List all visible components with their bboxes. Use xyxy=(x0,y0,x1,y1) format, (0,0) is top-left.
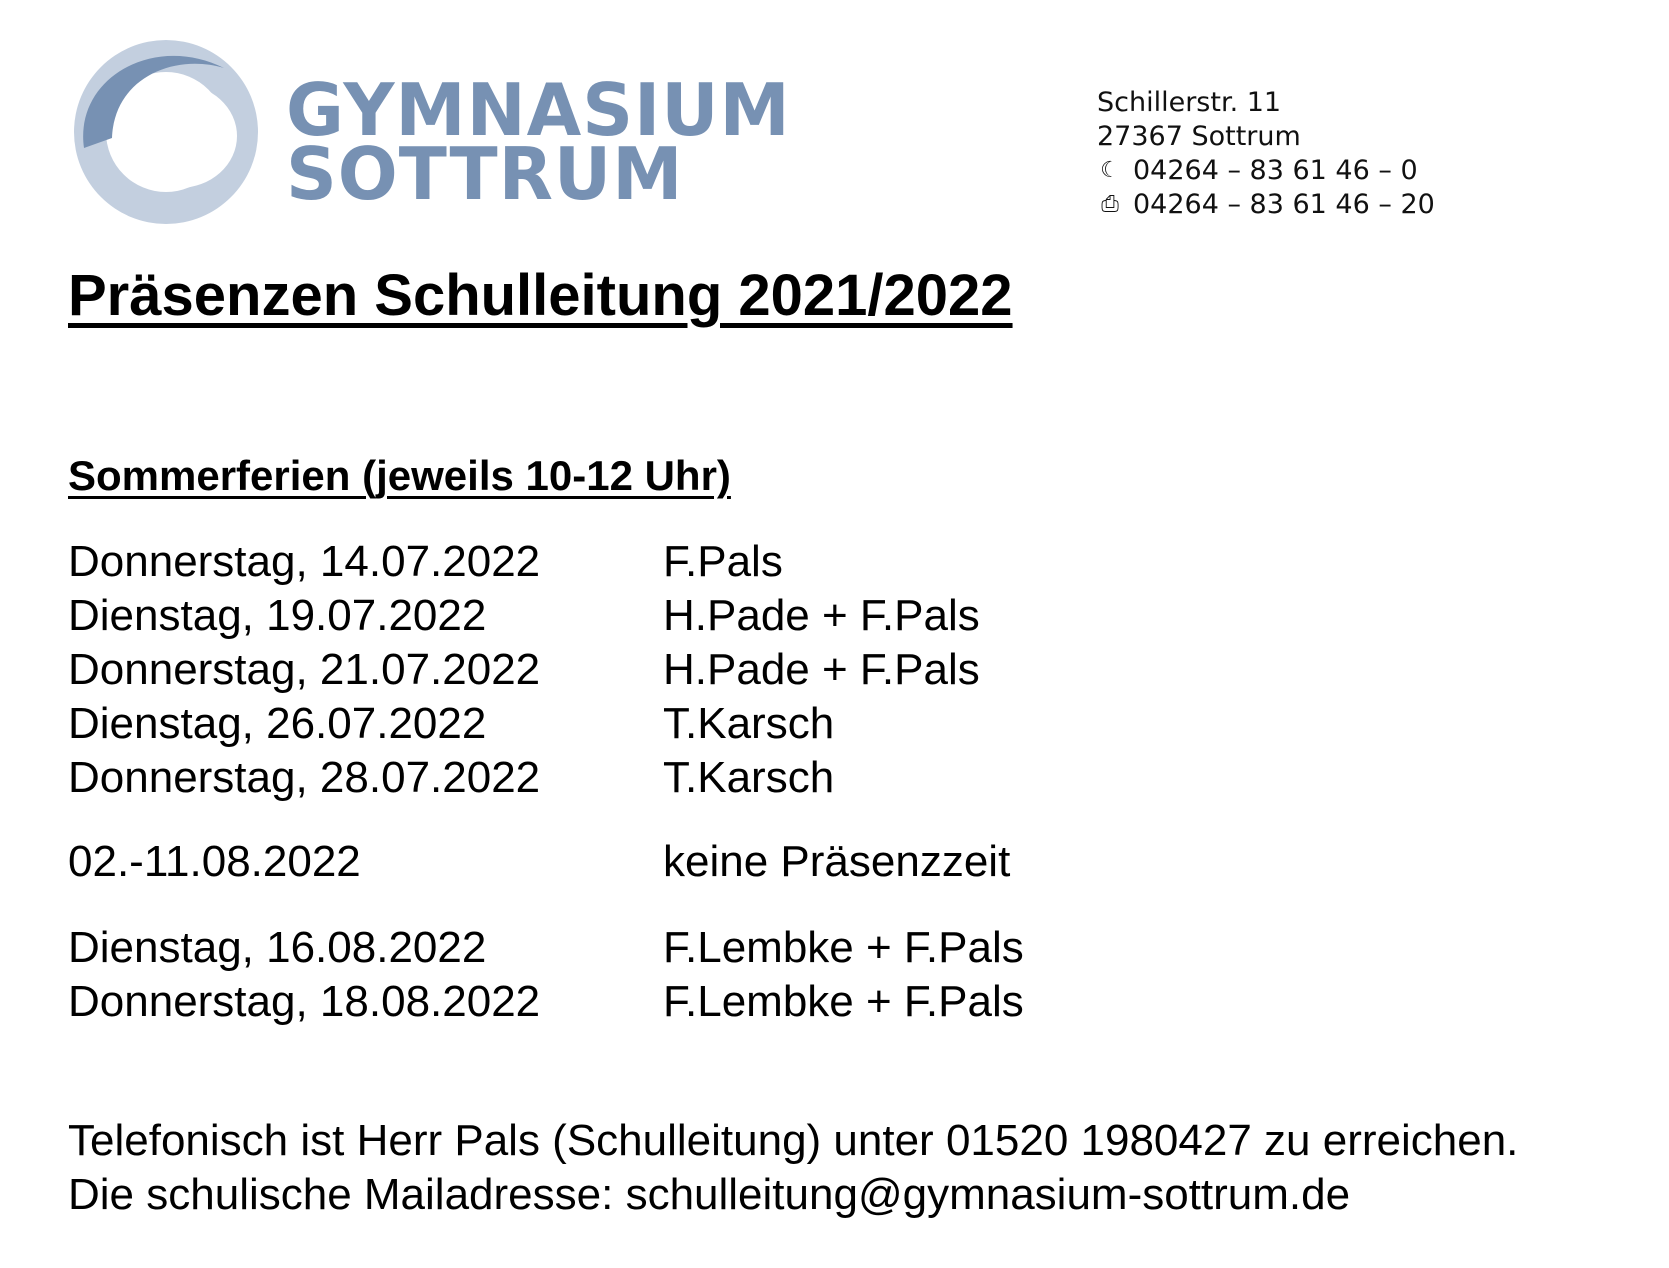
schedule-date: Donnerstag, 28.07.2022 xyxy=(68,753,541,802)
schedule-date: Donnerstag, 21.07.2022 xyxy=(68,645,541,694)
schedule-row xyxy=(68,643,980,697)
schedule-person: F.Lembke + F.Pals xyxy=(663,923,1024,972)
logo-text-sottrum: SOTTRUM xyxy=(286,132,684,216)
schedule-person: F.Pals xyxy=(663,537,783,586)
school-address xyxy=(1097,86,1435,222)
address-city: 27367 Sottrum xyxy=(1097,121,1301,152)
schedule-row xyxy=(68,751,980,805)
schedule-date: Donnerstag, 14.07.2022 xyxy=(68,537,541,586)
schedule-row xyxy=(68,697,980,751)
address-street: Schillerstr. 11 xyxy=(1097,87,1282,118)
break-note: keine Präsenzzeit xyxy=(663,837,1011,886)
schedule-list xyxy=(68,535,980,805)
footer-phone-text: Telefonisch ist Herr Pals (Schulleitung) unter 01520 1980427 zu erreichen. xyxy=(68,1116,1519,1165)
schedule-date: Donnerstag, 18.08.2022 xyxy=(68,977,541,1026)
schedule-person: F.Lembke + F.Pals xyxy=(663,977,1024,1026)
page-title: Präsenzen Schulleitung 2021/2022 xyxy=(68,263,1013,328)
fax-icon: ⎙ xyxy=(1101,192,1119,217)
schedule-row xyxy=(68,589,980,643)
schedule-person: T.Karsch xyxy=(663,699,835,748)
schedule-row xyxy=(68,975,1024,1029)
phone-icon: ☾ xyxy=(1100,158,1120,183)
schedule-date: Dienstag, 19.07.2022 xyxy=(68,591,487,640)
address-fax-line xyxy=(1097,188,1435,222)
schedule-person: H.Pade + F.Pals xyxy=(663,591,980,640)
schedule-row xyxy=(68,535,980,589)
section-heading: Sommerferien (jeweils 10-12 Uhr) xyxy=(68,452,731,499)
schedule-list-august xyxy=(68,921,1024,1029)
address-phone: 04264 – 83 61 46 – 0 xyxy=(1133,155,1418,186)
logo-ring-icon xyxy=(74,38,264,228)
schedule-person: T.Karsch xyxy=(663,753,835,802)
school-logo xyxy=(74,38,934,228)
contact-footer xyxy=(68,1114,1518,1222)
break-date: 02.-11.08.2022 xyxy=(68,837,361,886)
break-row-block xyxy=(68,835,1010,889)
schedule-row xyxy=(68,921,1024,975)
schedule-date: Dienstag, 26.07.2022 xyxy=(68,699,487,748)
footer-email-text: Die schulische Mailadresse: schulleitung@gymnasium-sottrum.de xyxy=(68,1170,1351,1219)
address-fax: 04264 – 83 61 46 – 20 xyxy=(1133,189,1435,220)
schedule-person: H.Pade + F.Pals xyxy=(663,645,980,694)
break-row xyxy=(68,835,1010,889)
logo-text-gymnasium: GYMNASIUM xyxy=(286,68,791,152)
schedule-date: Dienstag, 16.08.2022 xyxy=(68,923,487,972)
address-phone-line xyxy=(1097,154,1435,188)
